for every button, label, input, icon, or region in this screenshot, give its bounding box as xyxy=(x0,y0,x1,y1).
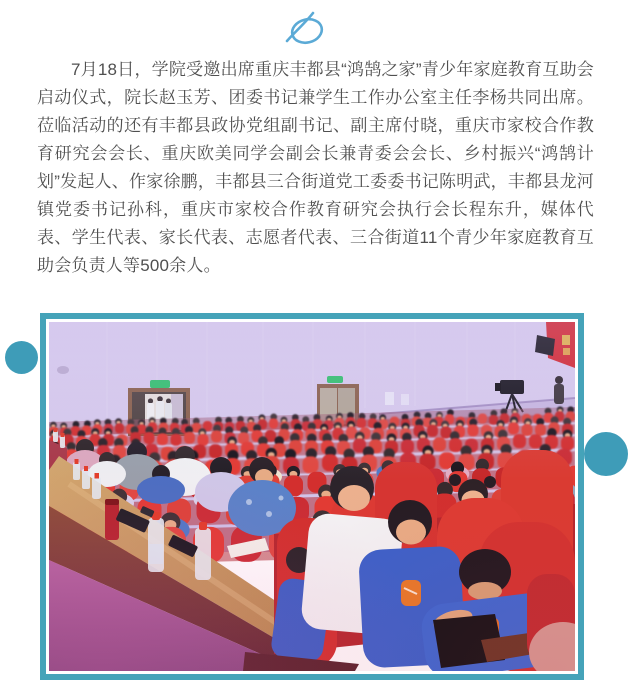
decor-dot-right xyxy=(584,432,628,476)
article-paragraph: 7月18日，学院受邀出席重庆丰都县“鸿鹄之家”青少年家庭教育互助会启动仪式，院长赵玉芳、团委书记兼学生工作办公室主任李杨共同出席。莅临活动的还有丰都县政协党组副书记、副主席付晓，重庆市家校合作教育研究会会长、重庆欧美同学会副会长兼青委会会长、乡村振兴“鸿鹄计划”发起人、作家徐鹏，丰都县三合街道党工委委书记陈明武，丰都县龙河镇党委书记孙科，重庆市家校合作教育研究会执行会长程东升，媒体代表、学生代表、家长代表、志愿者代表、三合街道11个青少年家庭教育互助会负责人等500余人。 xyxy=(37,60,594,275)
event-photo xyxy=(49,322,575,671)
event-photo-frame[interactable] xyxy=(40,313,584,680)
scribble-loop-icon xyxy=(276,6,332,50)
lighting-overlay xyxy=(49,322,575,671)
decor-dot-left xyxy=(5,341,38,374)
